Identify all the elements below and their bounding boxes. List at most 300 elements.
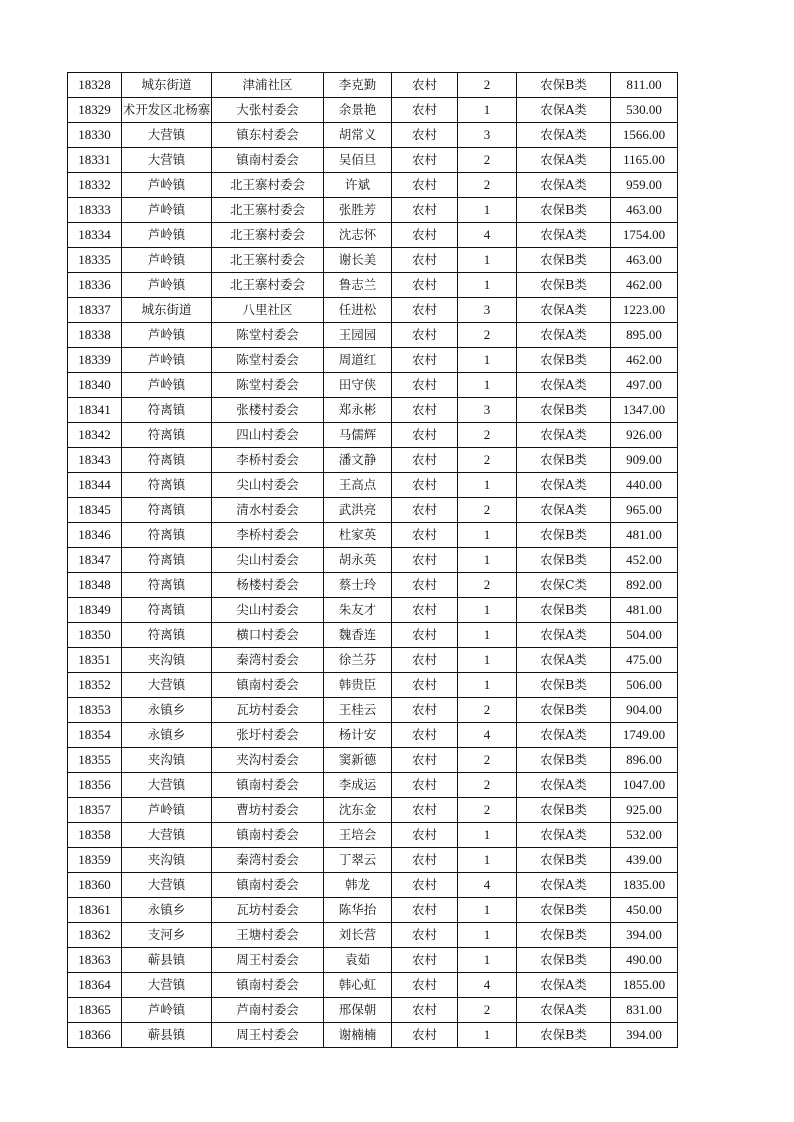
person-name-cell: 胡常义 xyxy=(324,123,392,148)
insurance-category-cell: 农保A类 xyxy=(517,473,611,498)
household-type-cell: 农村 xyxy=(392,598,458,623)
record-id-cell: 18361 xyxy=(68,898,122,923)
town-cell: 永镇乡 xyxy=(122,898,212,923)
town-cell: 城东街道 xyxy=(122,73,212,98)
family-size-cell: 2 xyxy=(458,148,517,173)
person-name-cell: 谢楠楠 xyxy=(324,1023,392,1048)
household-type-cell: 农村 xyxy=(392,698,458,723)
town-cell: 夹沟镇 xyxy=(122,648,212,673)
table-row xyxy=(68,848,678,873)
household-type-cell: 农村 xyxy=(392,298,458,323)
insurance-category-cell: 农保B类 xyxy=(517,348,611,373)
amount-cell: 1223.00 xyxy=(611,298,678,323)
table-row xyxy=(68,498,678,523)
village-cell: 镇南村委会 xyxy=(212,148,324,173)
village-cell: 四山村委会 xyxy=(212,423,324,448)
person-name-cell: 胡永英 xyxy=(324,548,392,573)
insurance-category-cell: 农保B类 xyxy=(517,923,611,948)
village-cell: 张楼村委会 xyxy=(212,398,324,423)
family-size-cell: 1 xyxy=(458,98,517,123)
family-size-cell: 2 xyxy=(458,423,517,448)
town-cell: 芦岭镇 xyxy=(122,323,212,348)
table-row xyxy=(68,123,678,148)
person-name-cell: 鲁志兰 xyxy=(324,273,392,298)
town-cell: 芦岭镇 xyxy=(122,348,212,373)
family-size-cell: 2 xyxy=(458,748,517,773)
person-name-cell: 田守侠 xyxy=(324,373,392,398)
amount-cell: 959.00 xyxy=(611,173,678,198)
village-cell: 周王村委会 xyxy=(212,1023,324,1048)
town-cell: 大营镇 xyxy=(122,123,212,148)
insurance-category-cell: 农保A类 xyxy=(517,973,611,998)
person-name-cell: 朱友才 xyxy=(324,598,392,623)
person-name-cell: 李克勤 xyxy=(324,73,392,98)
family-size-cell: 2 xyxy=(458,323,517,348)
household-type-cell: 农村 xyxy=(392,73,458,98)
person-name-cell: 吴佰旦 xyxy=(324,148,392,173)
amount-cell: 463.00 xyxy=(611,198,678,223)
person-name-cell: 周道红 xyxy=(324,348,392,373)
record-id-cell: 18333 xyxy=(68,198,122,223)
record-id-cell: 18337 xyxy=(68,298,122,323)
table-row xyxy=(68,148,678,173)
table-row xyxy=(68,223,678,248)
town-cell: 大营镇 xyxy=(122,973,212,998)
insurance-category-cell: 农保A类 xyxy=(517,373,611,398)
village-cell: 王塘村委会 xyxy=(212,923,324,948)
table-row xyxy=(68,98,678,123)
household-type-cell: 农村 xyxy=(392,923,458,948)
person-name-cell: 潘文静 xyxy=(324,448,392,473)
record-id-cell: 18365 xyxy=(68,998,122,1023)
table-row xyxy=(68,373,678,398)
table-row xyxy=(68,73,678,98)
household-type-cell: 农村 xyxy=(392,748,458,773)
insurance-category-cell: 农保B类 xyxy=(517,698,611,723)
insurance-category-cell: 农保A类 xyxy=(517,148,611,173)
record-id-cell: 18352 xyxy=(68,673,122,698)
village-cell: 镇南村委会 xyxy=(212,773,324,798)
town-cell: 芦岭镇 xyxy=(122,998,212,1023)
village-cell: 瓦坊村委会 xyxy=(212,698,324,723)
amount-cell: 1749.00 xyxy=(611,723,678,748)
table-row xyxy=(68,773,678,798)
amount-cell: 440.00 xyxy=(611,473,678,498)
insurance-category-cell: 农保B类 xyxy=(517,273,611,298)
family-size-cell: 3 xyxy=(458,298,517,323)
insurance-category-cell: 农保B类 xyxy=(517,898,611,923)
town-cell: 蕲县镇 xyxy=(122,948,212,973)
table-row xyxy=(68,248,678,273)
amount-cell: 904.00 xyxy=(611,698,678,723)
amount-cell: 1165.00 xyxy=(611,148,678,173)
person-name-cell: 王高点 xyxy=(324,473,392,498)
insurance-category-cell: 农保B类 xyxy=(517,398,611,423)
person-name-cell: 任进松 xyxy=(324,298,392,323)
village-cell: 秦湾村委会 xyxy=(212,648,324,673)
insurance-category-cell: 农保B类 xyxy=(517,448,611,473)
person-name-cell: 韩心虹 xyxy=(324,973,392,998)
family-size-cell: 3 xyxy=(458,123,517,148)
table-row xyxy=(68,648,678,673)
town-cell: 芦岭镇 xyxy=(122,198,212,223)
amount-cell: 811.00 xyxy=(611,73,678,98)
village-cell: 秦湾村委会 xyxy=(212,848,324,873)
table-row xyxy=(68,1023,678,1048)
village-cell: 瓦坊村委会 xyxy=(212,898,324,923)
household-type-cell: 农村 xyxy=(392,848,458,873)
town-cell: 城东街道 xyxy=(122,298,212,323)
family-size-cell: 1 xyxy=(458,848,517,873)
village-cell: 张圩村委会 xyxy=(212,723,324,748)
insurance-category-cell: 农保A类 xyxy=(517,98,611,123)
record-id-cell: 18355 xyxy=(68,748,122,773)
village-cell: 尖山村委会 xyxy=(212,598,324,623)
village-cell: 李桥村委会 xyxy=(212,448,324,473)
person-name-cell: 王桂云 xyxy=(324,698,392,723)
family-size-cell: 1 xyxy=(458,348,517,373)
amount-cell: 506.00 xyxy=(611,673,678,698)
household-type-cell: 农村 xyxy=(392,223,458,248)
family-size-cell: 2 xyxy=(458,573,517,598)
village-cell: 镇南村委会 xyxy=(212,873,324,898)
person-name-cell: 武洪亮 xyxy=(324,498,392,523)
record-id-cell: 18366 xyxy=(68,1023,122,1048)
household-type-cell: 农村 xyxy=(392,323,458,348)
table-row xyxy=(68,548,678,573)
record-id-cell: 18330 xyxy=(68,123,122,148)
insurance-category-cell: 农保B类 xyxy=(517,948,611,973)
insurance-category-cell: 农保B类 xyxy=(517,848,611,873)
town-cell: 芦岭镇 xyxy=(122,248,212,273)
town-cell: 蕲县镇 xyxy=(122,1023,212,1048)
household-type-cell: 农村 xyxy=(392,548,458,573)
household-type-cell: 农村 xyxy=(392,398,458,423)
insurance-category-cell: 农保A类 xyxy=(517,623,611,648)
person-name-cell: 许斌 xyxy=(324,173,392,198)
household-type-cell: 农村 xyxy=(392,948,458,973)
person-name-cell: 谢长美 xyxy=(324,248,392,273)
person-name-cell: 窦新德 xyxy=(324,748,392,773)
amount-cell: 895.00 xyxy=(611,323,678,348)
village-cell: 尖山村委会 xyxy=(212,473,324,498)
household-type-cell: 农村 xyxy=(392,248,458,273)
insurance-category-cell: 农保A类 xyxy=(517,173,611,198)
record-id-cell: 18341 xyxy=(68,398,122,423)
table-row xyxy=(68,748,678,773)
household-type-cell: 农村 xyxy=(392,998,458,1023)
village-cell: 周王村委会 xyxy=(212,948,324,973)
table-row xyxy=(68,173,678,198)
table-body xyxy=(68,73,678,1048)
household-type-cell: 农村 xyxy=(392,498,458,523)
town-cell: 永镇乡 xyxy=(122,723,212,748)
amount-cell: 452.00 xyxy=(611,548,678,573)
family-size-cell: 1 xyxy=(458,273,517,298)
record-id-cell: 18345 xyxy=(68,498,122,523)
insurance-category-cell: 农保A类 xyxy=(517,498,611,523)
household-type-cell: 农村 xyxy=(392,448,458,473)
town-cell: 芦岭镇 xyxy=(122,373,212,398)
family-size-cell: 2 xyxy=(458,773,517,798)
person-name-cell: 韩龙 xyxy=(324,873,392,898)
village-cell: 大张村委会 xyxy=(212,98,324,123)
family-size-cell: 2 xyxy=(458,698,517,723)
village-cell: 镇南村委会 xyxy=(212,973,324,998)
table-row xyxy=(68,473,678,498)
table-row xyxy=(68,323,678,348)
town-cell: 大营镇 xyxy=(122,673,212,698)
town-cell: 符离镇 xyxy=(122,448,212,473)
household-type-cell: 农村 xyxy=(392,523,458,548)
amount-cell: 481.00 xyxy=(611,523,678,548)
record-id-cell: 18357 xyxy=(68,798,122,823)
village-cell: 横口村委会 xyxy=(212,623,324,648)
household-type-cell: 农村 xyxy=(392,1023,458,1048)
table-row xyxy=(68,598,678,623)
household-type-cell: 农村 xyxy=(392,348,458,373)
table-row xyxy=(68,673,678,698)
family-size-cell: 1 xyxy=(458,948,517,973)
household-type-cell: 农村 xyxy=(392,773,458,798)
family-size-cell: 1 xyxy=(458,898,517,923)
record-id-cell: 18332 xyxy=(68,173,122,198)
family-size-cell: 1 xyxy=(458,248,517,273)
town-cell: 夹沟镇 xyxy=(122,748,212,773)
amount-cell: 1566.00 xyxy=(611,123,678,148)
record-id-cell: 18343 xyxy=(68,448,122,473)
household-type-cell: 农村 xyxy=(392,148,458,173)
amount-cell: 831.00 xyxy=(611,998,678,1023)
record-id-cell: 18354 xyxy=(68,723,122,748)
family-size-cell: 1 xyxy=(458,623,517,648)
family-size-cell: 1 xyxy=(458,548,517,573)
town-cell: 符离镇 xyxy=(122,498,212,523)
table-row xyxy=(68,898,678,923)
table-row xyxy=(68,573,678,598)
village-cell: 杨楼村委会 xyxy=(212,573,324,598)
family-size-cell: 1 xyxy=(458,673,517,698)
family-size-cell: 4 xyxy=(458,973,517,998)
family-size-cell: 1 xyxy=(458,373,517,398)
household-type-cell: 农村 xyxy=(392,173,458,198)
table-row xyxy=(68,423,678,448)
family-size-cell: 2 xyxy=(458,73,517,98)
table-row xyxy=(68,273,678,298)
insurance-category-cell: 农保A类 xyxy=(517,823,611,848)
household-type-cell: 农村 xyxy=(392,973,458,998)
town-cell: 大营镇 xyxy=(122,148,212,173)
record-id-cell: 18342 xyxy=(68,423,122,448)
record-id-cell: 18359 xyxy=(68,848,122,873)
town-cell: 符离镇 xyxy=(122,398,212,423)
person-name-cell: 韩贵臣 xyxy=(324,673,392,698)
person-name-cell: 刘长营 xyxy=(324,923,392,948)
family-size-cell: 1 xyxy=(458,198,517,223)
family-size-cell: 1 xyxy=(458,523,517,548)
table-row xyxy=(68,623,678,648)
town-cell: 夹沟镇 xyxy=(122,848,212,873)
town-cell: 符离镇 xyxy=(122,623,212,648)
table-row xyxy=(68,198,678,223)
table-row xyxy=(68,398,678,423)
insurance-category-cell: 农保B类 xyxy=(517,798,611,823)
family-size-cell: 1 xyxy=(458,923,517,948)
table-row xyxy=(68,923,678,948)
table-row xyxy=(68,723,678,748)
amount-cell: 504.00 xyxy=(611,623,678,648)
town-cell: 芦岭镇 xyxy=(122,273,212,298)
amount-cell: 896.00 xyxy=(611,748,678,773)
amount-cell: 490.00 xyxy=(611,948,678,973)
table-row xyxy=(68,998,678,1023)
village-cell: 北王寨村委会 xyxy=(212,248,324,273)
table-row xyxy=(68,523,678,548)
table-row xyxy=(68,698,678,723)
amount-cell: 462.00 xyxy=(611,273,678,298)
town-cell: 符离镇 xyxy=(122,573,212,598)
record-id-cell: 18334 xyxy=(68,223,122,248)
amount-cell: 532.00 xyxy=(611,823,678,848)
table-row xyxy=(68,973,678,998)
table-row xyxy=(68,823,678,848)
record-id-cell: 18329 xyxy=(68,98,122,123)
village-cell: 镇南村委会 xyxy=(212,673,324,698)
household-type-cell: 农村 xyxy=(392,273,458,298)
person-name-cell: 沈东金 xyxy=(324,798,392,823)
insurance-category-cell: 农保B类 xyxy=(517,673,611,698)
town-cell: 符离镇 xyxy=(122,473,212,498)
record-id-cell: 18356 xyxy=(68,773,122,798)
household-type-cell: 农村 xyxy=(392,473,458,498)
town-cell: 支河乡 xyxy=(122,923,212,948)
record-id-cell: 18344 xyxy=(68,473,122,498)
record-id-cell: 18351 xyxy=(68,648,122,673)
town-cell: 符离镇 xyxy=(122,598,212,623)
amount-cell: 926.00 xyxy=(611,423,678,448)
insurance-category-cell: 农保A类 xyxy=(517,648,611,673)
record-id-cell: 18347 xyxy=(68,548,122,573)
family-size-cell: 4 xyxy=(458,223,517,248)
amount-cell: 965.00 xyxy=(611,498,678,523)
family-size-cell: 1 xyxy=(458,823,517,848)
amount-cell: 909.00 xyxy=(611,448,678,473)
insurance-category-cell: 农保B类 xyxy=(517,1023,611,1048)
village-cell: 清水村委会 xyxy=(212,498,324,523)
amount-cell: 892.00 xyxy=(611,573,678,598)
person-name-cell: 蔡士玲 xyxy=(324,573,392,598)
household-type-cell: 农村 xyxy=(392,673,458,698)
insurance-category-cell: 农保B类 xyxy=(517,598,611,623)
insurance-category-cell: 农保B类 xyxy=(517,523,611,548)
household-type-cell: 农村 xyxy=(392,873,458,898)
town-cell: 术开发区北杨寨 xyxy=(122,98,212,123)
insurance-category-cell: 农保B类 xyxy=(517,748,611,773)
record-id-cell: 18346 xyxy=(68,523,122,548)
insurance-category-cell: 农保A类 xyxy=(517,298,611,323)
insurance-category-cell: 农保B类 xyxy=(517,198,611,223)
amount-cell: 394.00 xyxy=(611,923,678,948)
person-name-cell: 王培会 xyxy=(324,823,392,848)
amount-cell: 1347.00 xyxy=(611,398,678,423)
town-cell: 符离镇 xyxy=(122,548,212,573)
record-id-cell: 18336 xyxy=(68,273,122,298)
amount-cell: 1835.00 xyxy=(611,873,678,898)
village-cell: 八里社区 xyxy=(212,298,324,323)
table-row xyxy=(68,298,678,323)
table-row xyxy=(68,448,678,473)
household-type-cell: 农村 xyxy=(392,823,458,848)
family-size-cell: 1 xyxy=(458,598,517,623)
family-size-cell: 1 xyxy=(458,648,517,673)
amount-cell: 481.00 xyxy=(611,598,678,623)
amount-cell: 463.00 xyxy=(611,248,678,273)
family-size-cell: 1 xyxy=(458,1023,517,1048)
family-size-cell: 2 xyxy=(458,798,517,823)
record-id-cell: 18364 xyxy=(68,973,122,998)
town-cell: 大营镇 xyxy=(122,823,212,848)
household-type-cell: 农村 xyxy=(392,573,458,598)
village-cell: 陈堂村委会 xyxy=(212,348,324,373)
record-id-cell: 18335 xyxy=(68,248,122,273)
insurance-category-cell: 农保A类 xyxy=(517,998,611,1023)
village-cell: 北王寨村委会 xyxy=(212,173,324,198)
town-cell: 符离镇 xyxy=(122,423,212,448)
amount-cell: 925.00 xyxy=(611,798,678,823)
village-cell: 津浦社区 xyxy=(212,73,324,98)
household-type-cell: 农村 xyxy=(392,623,458,648)
insurance-category-cell: 农保B类 xyxy=(517,548,611,573)
record-id-cell: 18340 xyxy=(68,373,122,398)
household-type-cell: 农村 xyxy=(392,798,458,823)
record-id-cell: 18348 xyxy=(68,573,122,598)
record-id-cell: 18349 xyxy=(68,598,122,623)
record-id-cell: 18358 xyxy=(68,823,122,848)
person-name-cell: 徐兰芬 xyxy=(324,648,392,673)
household-type-cell: 农村 xyxy=(392,423,458,448)
record-id-cell: 18331 xyxy=(68,148,122,173)
village-cell: 镇南村委会 xyxy=(212,823,324,848)
person-name-cell: 余景艳 xyxy=(324,98,392,123)
town-cell: 大营镇 xyxy=(122,873,212,898)
person-name-cell: 杨计安 xyxy=(324,723,392,748)
village-cell: 陈堂村委会 xyxy=(212,323,324,348)
village-cell: 北王寨村委会 xyxy=(212,223,324,248)
village-cell: 北王寨村委会 xyxy=(212,198,324,223)
record-id-cell: 18362 xyxy=(68,923,122,948)
household-type-cell: 农村 xyxy=(392,898,458,923)
household-type-cell: 农村 xyxy=(392,648,458,673)
household-type-cell: 农村 xyxy=(392,723,458,748)
person-name-cell: 马儒辉 xyxy=(324,423,392,448)
amount-cell: 530.00 xyxy=(611,98,678,123)
person-name-cell: 杜家英 xyxy=(324,523,392,548)
family-size-cell: 2 xyxy=(458,448,517,473)
household-type-cell: 农村 xyxy=(392,198,458,223)
household-type-cell: 农村 xyxy=(392,98,458,123)
town-cell: 永镇乡 xyxy=(122,698,212,723)
person-name-cell: 邢保朝 xyxy=(324,998,392,1023)
person-name-cell: 李成运 xyxy=(324,773,392,798)
town-cell: 符离镇 xyxy=(122,523,212,548)
person-name-cell: 魏香连 xyxy=(324,623,392,648)
record-id-cell: 18328 xyxy=(68,73,122,98)
person-name-cell: 丁翠云 xyxy=(324,848,392,873)
table-row xyxy=(68,948,678,973)
household-type-cell: 农村 xyxy=(392,123,458,148)
insurance-category-cell: 农保A类 xyxy=(517,223,611,248)
family-size-cell: 2 xyxy=(458,173,517,198)
